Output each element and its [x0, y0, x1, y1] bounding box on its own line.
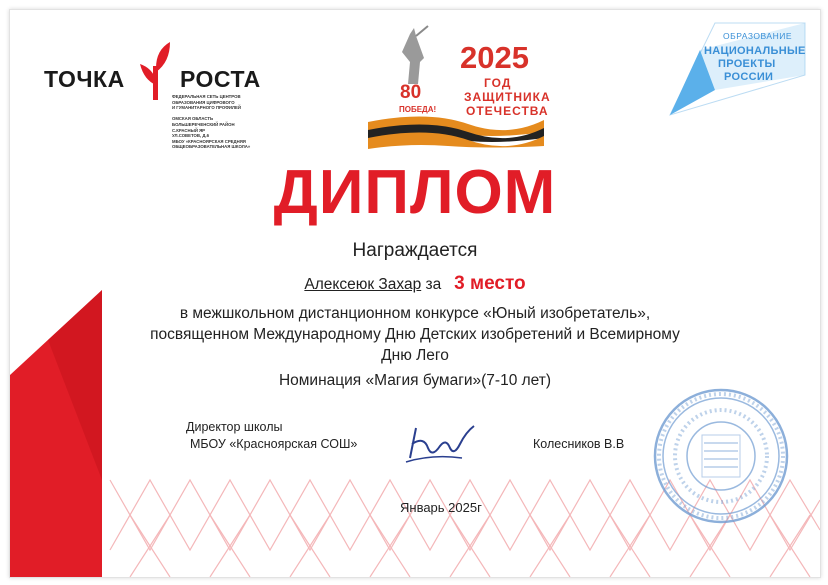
- handwritten-signature: [402, 418, 482, 468]
- sprout-icon: [136, 40, 176, 102]
- logo-word-right: РОСТА: [180, 66, 261, 92]
- recipient-line: [10, 273, 820, 295]
- np-line3: РОССИИ: [724, 71, 774, 83]
- badge-year: 2025: [460, 40, 529, 75]
- director-position: [186, 420, 357, 451]
- np-top-text: ОБРАЗОВАНИЕ: [723, 31, 792, 41]
- awarded-text: Награждается: [352, 240, 478, 261]
- contest-line1: в межшкольном дистанционном конкурсе «Юный изобретатель»,: [179, 305, 651, 322]
- tochka-rosta-logo: [44, 38, 274, 163]
- victory-badge: [368, 22, 551, 149]
- badge-pobeda: ПОБЕДА!: [399, 105, 437, 114]
- badge-line2: ЗАЩИТНИКА: [464, 90, 551, 104]
- school-name: МБОУ «Красноярская СОШ»: [190, 437, 358, 451]
- logo-word-left: ТОЧКА: [44, 66, 125, 92]
- logo-small-text: ФЕДЕРАЛЬНАЯ СЕТЬ ЦЕНТРОВ ОБРАЗОВАНИЯ ЦИФРОВОГО И ГУМАНИТАРНОГО ПРОФИЛЕЙ ОМСКАЯ ОБЛАСТЬ БОЛЬШЕРЕЧЕНСКИЙ РАЙОН С.КРАСНЫЙ ЯР УЛ.СОВЕТОВ, Д.6 МБОУ «КРАСНОЯРСКАЯ СРЕДНЯЯ ОБЩЕОБРАЗОВАТЕЛЬНАЯ ШКОЛА»: [172, 94, 251, 150]
- diploma-sheet: [9, 9, 821, 578]
- badge-line3: ОТЕЧЕСТВА: [466, 104, 549, 118]
- school-stamp: [650, 385, 792, 527]
- for-word: за: [425, 276, 442, 293]
- contest-line2: посвященном Международному Дню Детских изобретений и Всемирному: [150, 326, 680, 343]
- np-line1: НАЦИОНАЛЬНЫЕ: [704, 45, 806, 57]
- contest-line3: Дню Лего: [381, 347, 449, 364]
- diploma-title: ДИПЛОМ: [273, 158, 557, 227]
- director-title: Директор школы: [186, 420, 283, 434]
- nomination-line: Номинация «Магия бумаги»(7-10 лет): [278, 372, 552, 389]
- recipient-name: Алексеюк Захар: [304, 276, 422, 293]
- place-text: 3 место: [454, 273, 526, 294]
- badge-line1: ГОД: [484, 76, 512, 90]
- national-projects-logo: [660, 15, 810, 120]
- badge-anniversary: 80: [400, 82, 422, 103]
- signer-name: Колесников В.В: [533, 437, 625, 451]
- np-line2: ПРОЕКТЫ: [718, 58, 776, 70]
- diploma-date: Январь 2025г: [400, 500, 482, 515]
